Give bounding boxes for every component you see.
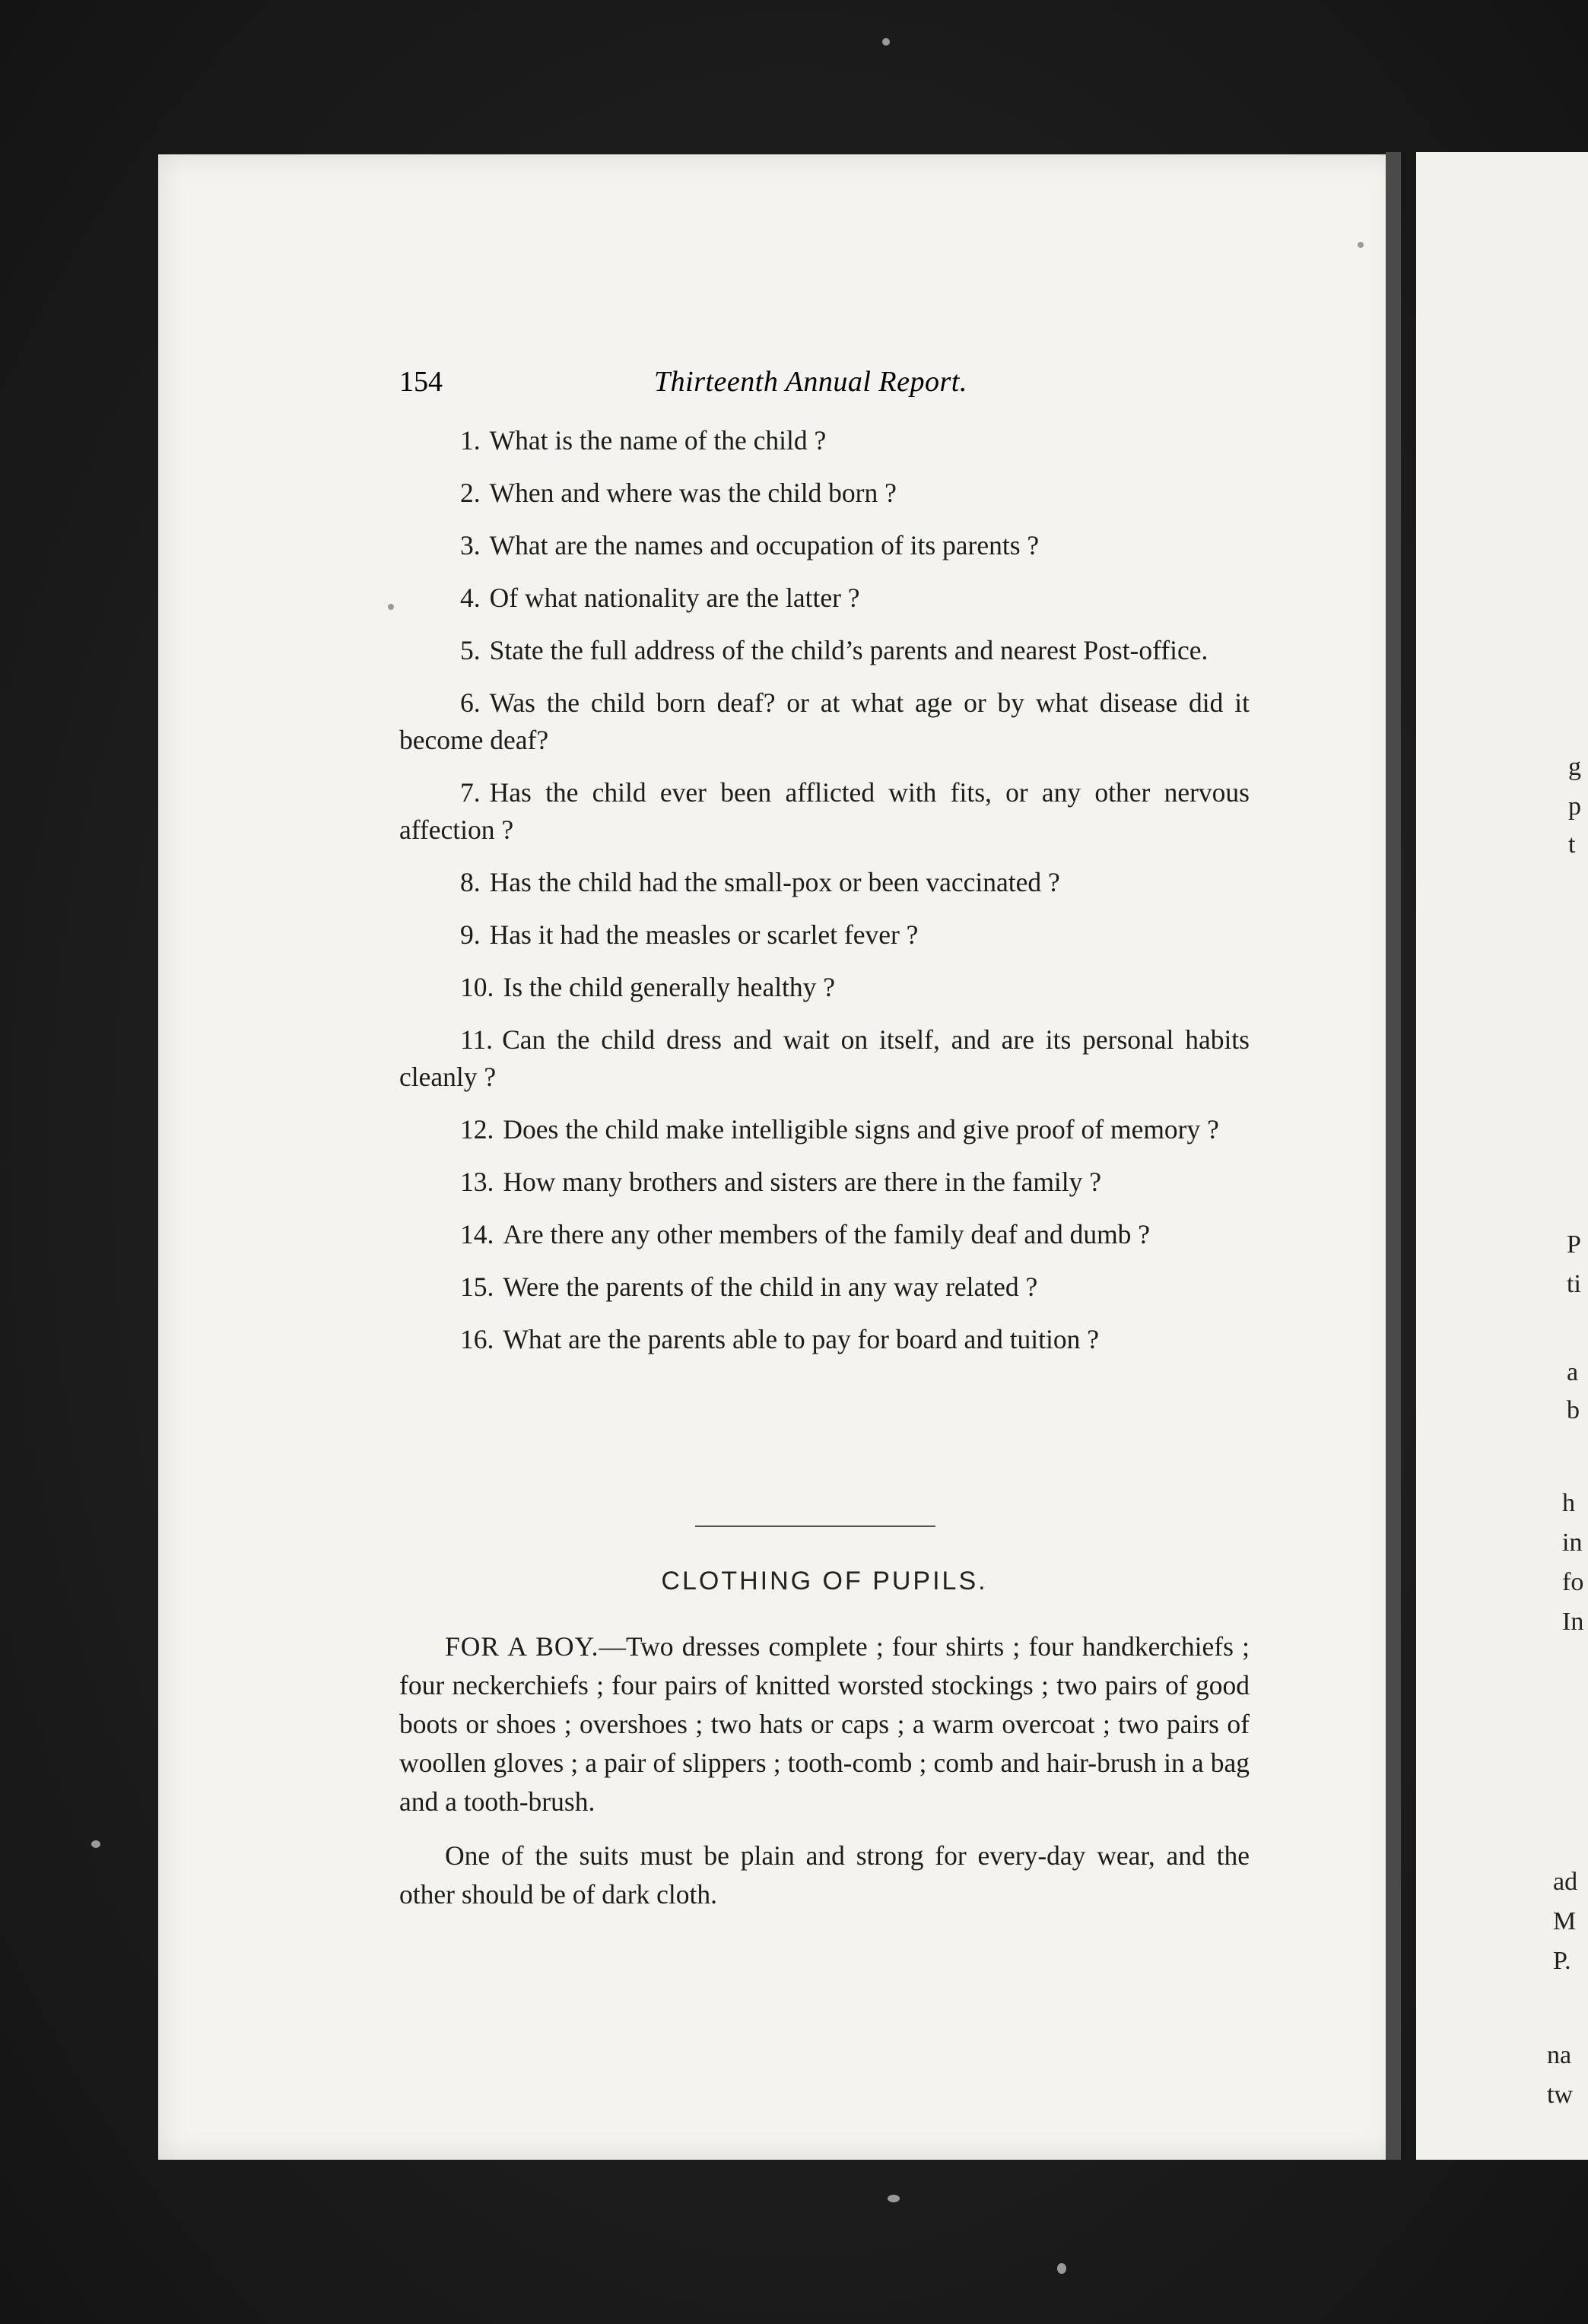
facing-page-fragment: a — [1567, 1358, 1579, 1386]
running-head — [399, 365, 1250, 403]
section-heading: CLOTHING OF PUPILS. — [661, 1567, 988, 1595]
facing-page-fragment: in — [1562, 1529, 1583, 1557]
facing-page-edge — [1416, 152, 1588, 2160]
question-item: 5. State the full address of the child’s parents and nearest Post-office. — [460, 635, 1208, 665]
question-item: 13. How many brothers and sisters are there in the family ? — [460, 1167, 1102, 1197]
boy-list: —Two dresses complete ; four shirts ; four handkerchiefs ; four neckerchiefs ; four pairs of knitted worsted stockings ; two pairs of good boots or shoes ; overshoes ; two hats or caps ; a warm overcoat ; two pairs of woollen gloves ; a pair of slippers ; tooth-comb ; comb and hair-brush in a bag and a tooth-brush. — [399, 1631, 1250, 1817]
question-item: 1. What is the name of the child ? — [460, 425, 827, 456]
facing-page-fragment: na — [1547, 2041, 1572, 2069]
section-divider — [695, 1526, 935, 1527]
facing-page-fragment: fo — [1562, 1568, 1584, 1596]
facing-page-fragment: t — [1568, 830, 1576, 859]
question-item: 4. Of what nationality are the latter ? — [460, 583, 860, 613]
facing-page-fragment: P. — [1553, 1947, 1571, 1975]
question-item: 11. Can the child dress and wait on itself, and are its personal habits cleanly ? — [399, 1024, 1250, 1092]
facing-page-fragment: p — [1568, 792, 1581, 821]
question-item: 12. Does the child make intelligible signs and give proof of memory ? — [460, 1114, 1219, 1145]
question-item: 3. What are the names and occupation of its parents ? — [460, 530, 1040, 560]
facing-page-fragment: h — [1562, 1489, 1575, 1517]
facing-page-fragment: ad — [1553, 1868, 1578, 1896]
question-item: 6. Was the child born deaf? or at what age or by what disease did it become deaf? — [399, 687, 1250, 755]
book-gutter — [1386, 152, 1401, 2160]
facing-page-fragment: tw — [1547, 2081, 1573, 2109]
boy-lead: FOR A BOY. — [445, 1631, 599, 1662]
question-list — [399, 422, 1250, 1373]
facing-page-fragment: In — [1562, 1608, 1584, 1636]
facing-page-fragment: g — [1568, 753, 1581, 781]
facing-page-fragment: ti — [1567, 1270, 1581, 1298]
boy-clothing-paragraph — [399, 1627, 1250, 1821]
question-item: 7. Has the child ever been afflicted with fits, or any other nervous affection ? — [399, 777, 1250, 845]
question-item: 16. What are the parents able to pay for board and tuition ? — [460, 1324, 1100, 1354]
suits-paragraph: One of the suits must be plain and strong for every-day wear, and the other should be of dark cloth. — [399, 1840, 1250, 1910]
question-item: 14. Are there any other members of the family deaf and dumb ? — [460, 1219, 1151, 1249]
question-item: 15. Were the parents of the child in any way related ? — [460, 1272, 1038, 1302]
page-number: 154 — [399, 366, 443, 398]
question-item: 2. When and where was the child born ? — [460, 478, 897, 508]
facing-page-fragment: P — [1567, 1230, 1581, 1259]
facing-page-fragment: b — [1567, 1396, 1580, 1424]
running-title: Thirteenth Annual Report. — [654, 366, 967, 398]
question-item: 8. Has the child had the small-pox or been vaccinated ? — [460, 867, 1060, 897]
clothing-section — [399, 1627, 1250, 1929]
question-item: 9. Has it had the measles or scarlet fever ? — [460, 919, 919, 950]
facing-page-fragment: M — [1553, 1907, 1577, 1935]
question-item: 10. Is the child generally healthy ? — [460, 972, 836, 1002]
